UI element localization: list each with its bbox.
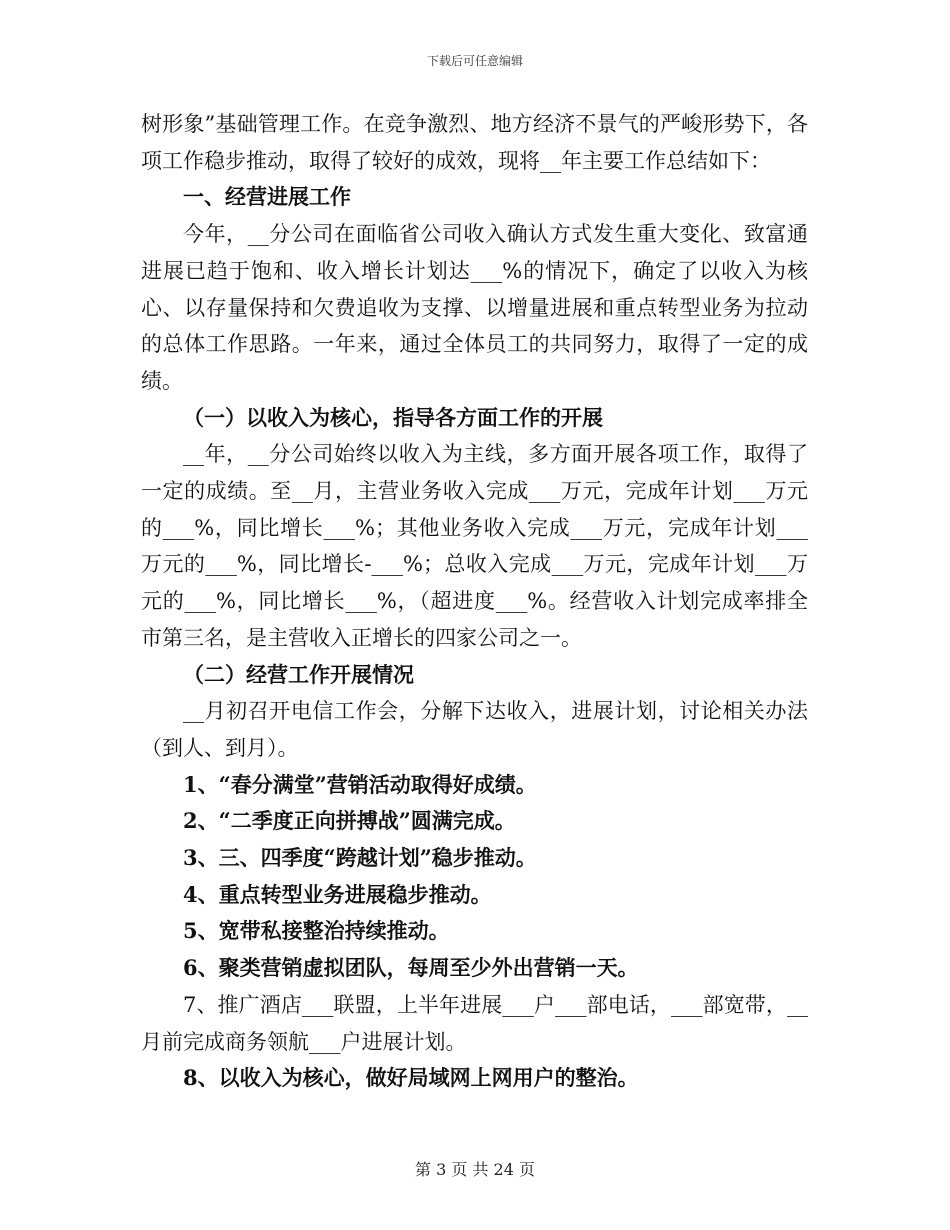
list-item: 8、以收入为核心，做好局域网上网用户的整治。 [183,1065,639,1091]
page-header: 下载后可任意编辑 [426,54,523,68]
list-item: 1、“春分满堂”营销活动取得好成绩。 [183,771,537,797]
paragraph: __年，__分公司始终以收入为主线，多方面开展各项工作，取得了一定的成绩。至__月，主营业务收入完成___万元，完成年计划___万元的___%，同比增长___%；其他业务收入完成___万元，完成年计划___万元的___%，同比增长-___%；总收入完成___万元，完成年计划___万元的___%，同比增长___%，（超进度___%。经营收入计划完成率排全市第三名，是主营收入正增长的四家公司之一。 [141,442,808,650]
document-body [141,106,808,1097]
section-heading: 一、经营进展工作 [183,184,351,210]
list-item: 2、“二季度正向拼搏战”圆满完成。 [183,808,516,834]
list-item: 7、推广酒店___联盟，上半年进展___户___部电话，___部宽带，__月前完成商务领航___户进展计划。 [141,992,808,1054]
list-item: 4、重点转型业务进展稳步推动。 [183,881,492,907]
page-footer: 第 3 页 共 24 页 [415,1160,535,1179]
paragraph: __月初召开电信工作会，分解下达收入，进展计划，讨论相关办法（到人、到月）。 [141,699,808,760]
list-item: 3、三、四季度“跨越计划”稳步推动。 [183,845,537,871]
list-item: 6、聚类营销虚拟团队，每周至少外出营销一天。 [183,955,639,981]
paragraph: 今年，__分公司在面临省公司收入确认方式发生重大变化、致富通进展已趋于饱和、收入增长计划达___%的情况下，确定了以收入为核心、以存量保持和欠费追收为支撑、以增量进展和重点转型业务为拉动的总体工作思路。一年来，通过全体员工的共同努力，取得了一定的成绩。 [141,222,808,393]
subsection-heading: （一）以收入为核心，指导各方面工作的开展 [183,404,603,430]
paragraph-intro: 树形象”基础管理工作。在竞争激烈、地方经济不景气的严峻形势下，各项工作稳步推动，取得了较好的成效，现将__年主要工作总结如下： [141,112,808,173]
subsection-heading: （二）经营工作开展情况 [183,661,414,687]
list-item: 5、宽带私接整治持续推动。 [183,918,450,944]
